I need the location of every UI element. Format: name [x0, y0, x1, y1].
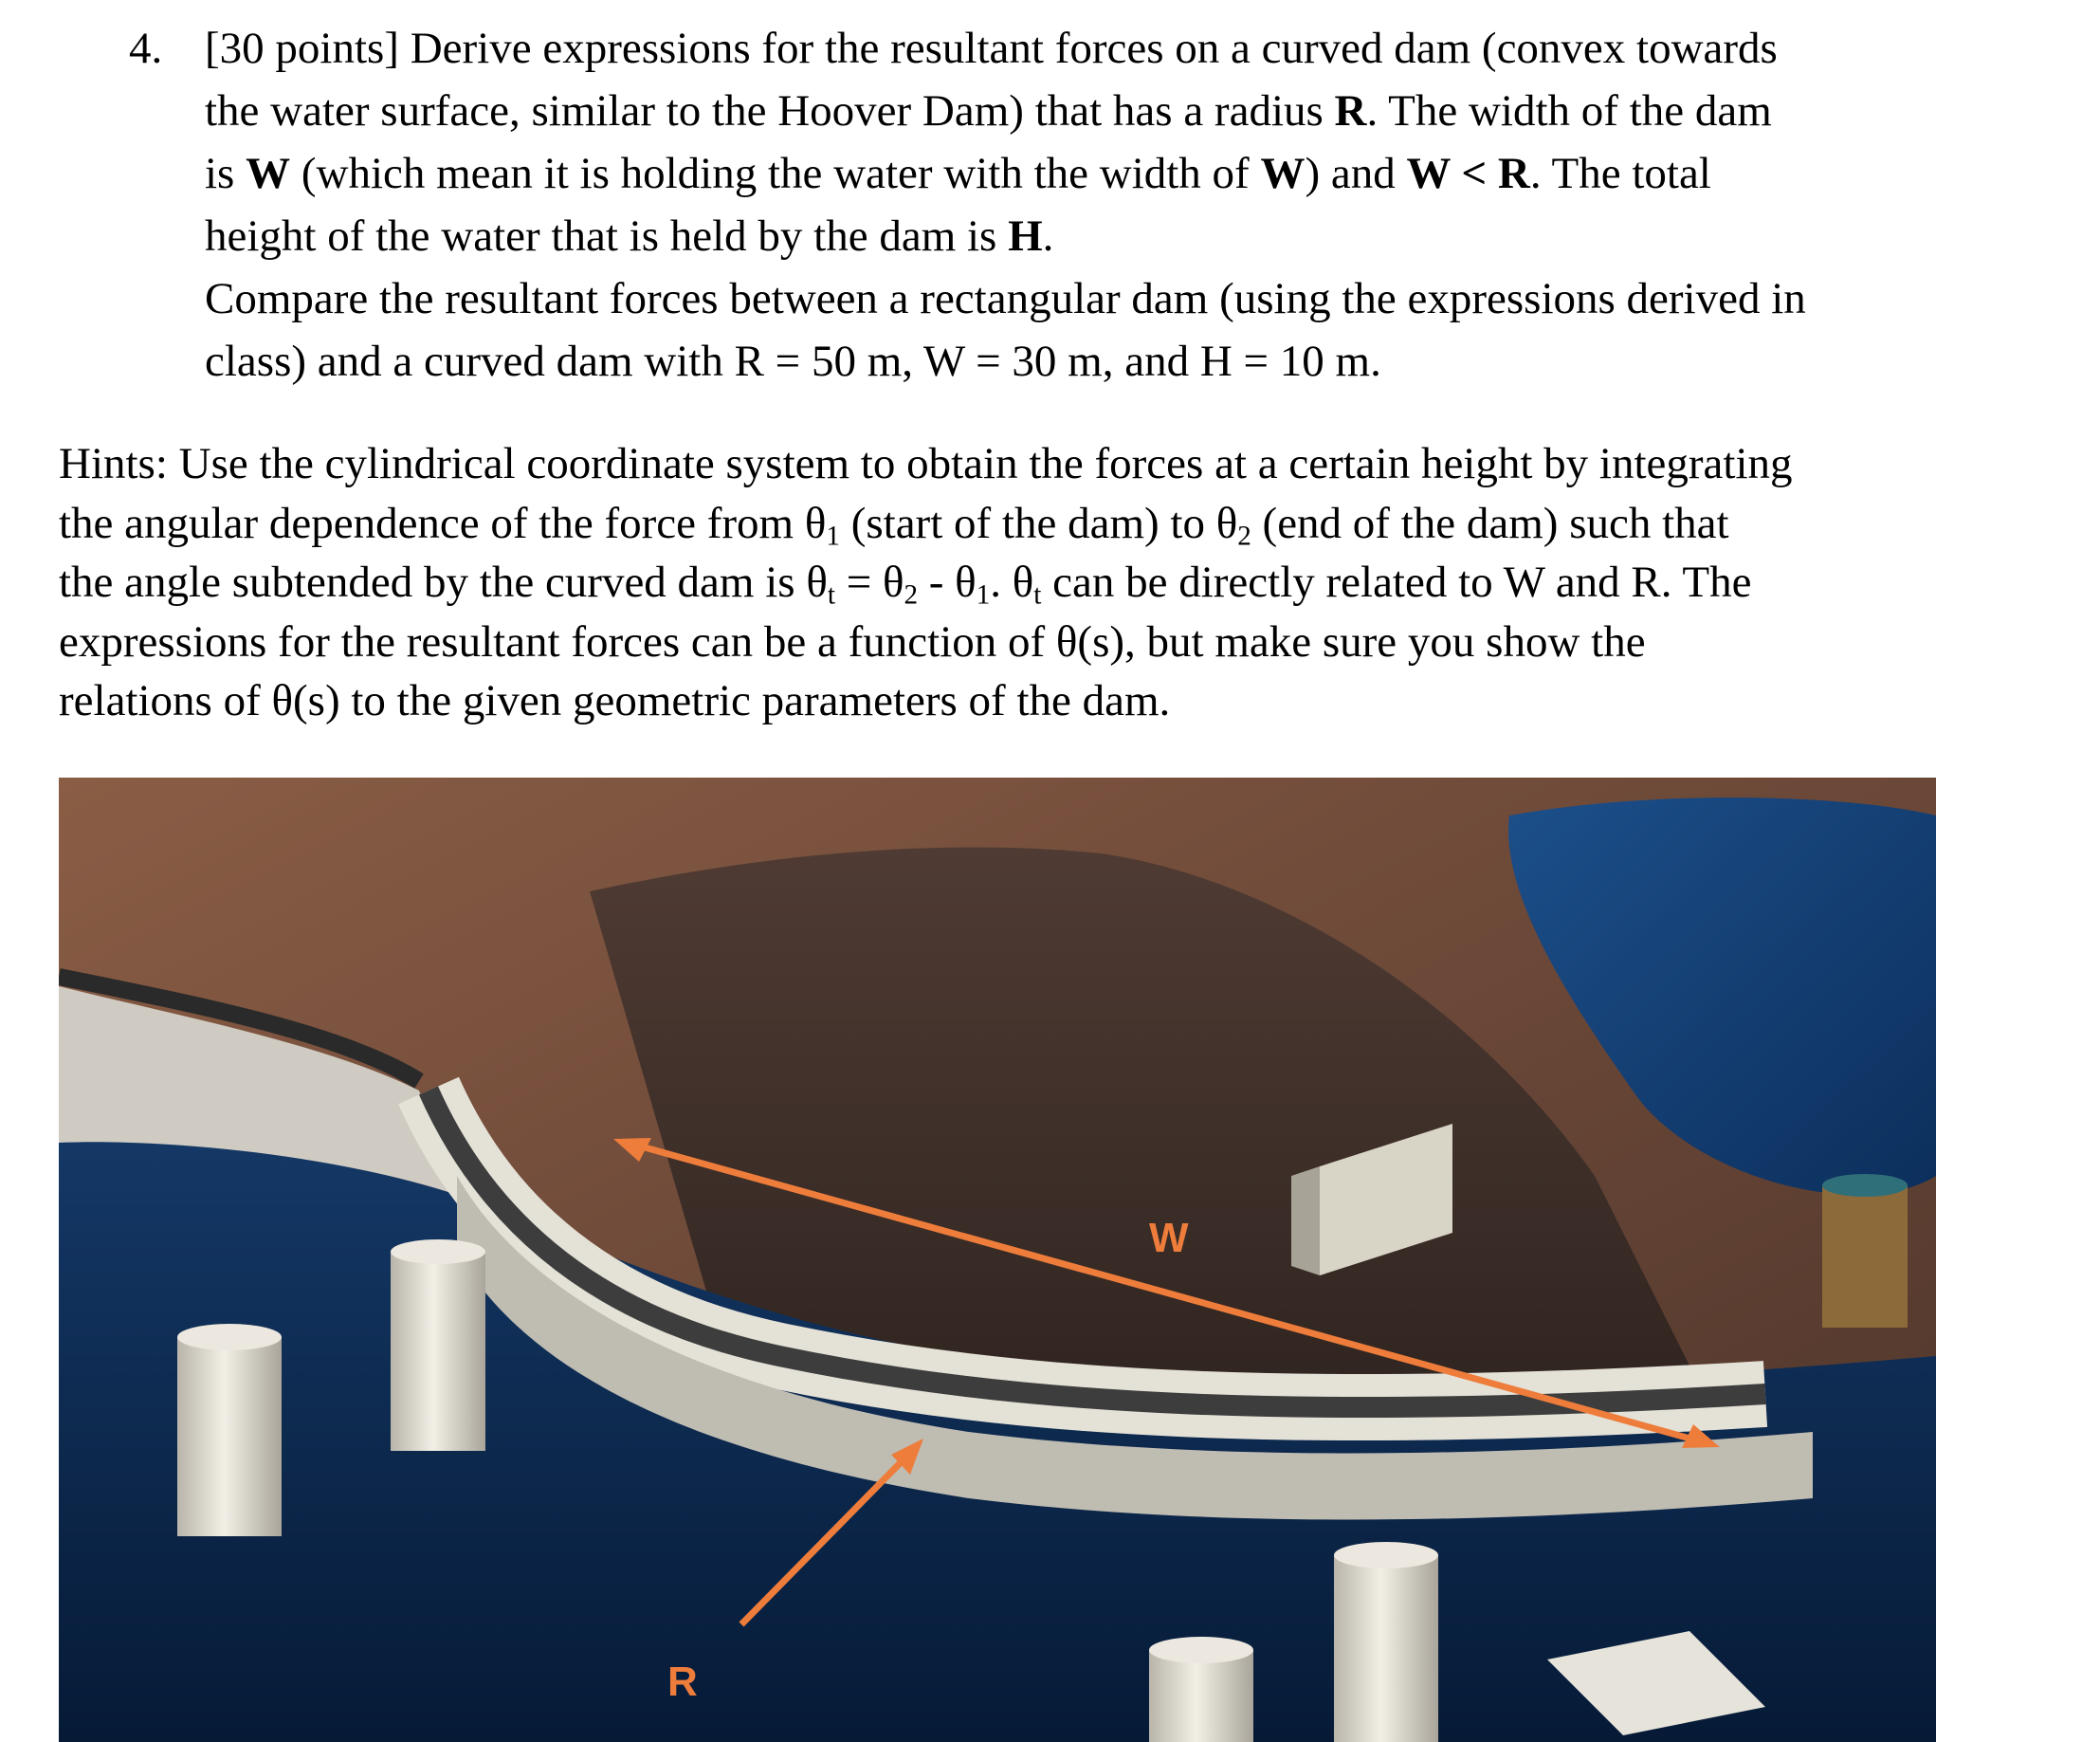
subscript: 2	[1237, 520, 1251, 551]
text-run: Hints: Use the cylindrical coordinate system to obtain the forces at a certain height by integrating	[59, 439, 1793, 488]
hints-line	[59, 434, 1955, 494]
hints-line	[59, 671, 1955, 731]
bold-term: H	[1008, 211, 1043, 261]
text-run: the angular dependence of the force from θ	[59, 498, 827, 548]
subscript: t	[827, 579, 835, 611]
problem-line	[205, 330, 1987, 393]
text-run: height of the water that is held by the dam is	[205, 211, 1009, 261]
hints-line	[59, 494, 1955, 554]
hints-text	[59, 434, 1955, 731]
intake-tower-2	[391, 1239, 485, 1451]
problem-line	[205, 17, 1987, 80]
text-run: relations of θ(s) to the given geometric parameters of the dam.	[59, 676, 1171, 725]
width-label: W	[1149, 1215, 1189, 1261]
problem-line	[205, 205, 1987, 267]
text-run: the angle subtended by the curved dam is θ	[59, 558, 828, 607]
text-run: . The width of the dam	[1366, 86, 1772, 136]
text-run: (start of the dam) to θ	[839, 498, 1238, 548]
text-run: class) and a curved dam with R = 50 m, W = 30 m, and H = 10 m.	[205, 337, 1381, 386]
problem-line	[205, 80, 1987, 142]
text-run: . The total	[1529, 149, 1711, 198]
intake-tower-3	[1334, 1542, 1438, 1742]
bold-term: R	[1334, 86, 1367, 136]
intake-tower-4	[1149, 1637, 1253, 1742]
text-run: ) and	[1305, 149, 1407, 198]
problem-line	[205, 267, 1987, 330]
text-run: (end of the dam) such that	[1251, 498, 1729, 548]
text-run: = θ	[834, 558, 904, 607]
text-run: [30 points] Derive expressions for the resultant forces on a curved dam (convex towards	[205, 24, 1778, 73]
text-run: . θ	[990, 558, 1034, 607]
intake-tower-1	[177, 1324, 282, 1536]
radius-label: R	[667, 1659, 698, 1705]
hints-line	[59, 613, 1955, 672]
text-run: Compare the resultant forces between a rectangular dam (using the expressions derived in	[205, 274, 1806, 323]
subscript: 1	[976, 579, 991, 611]
problem-text	[205, 17, 1987, 393]
right-tower	[1822, 1174, 1908, 1328]
problem-line	[205, 142, 1987, 205]
subscript: 1	[826, 520, 840, 551]
bold-term: W	[246, 149, 291, 198]
subscript: 2	[904, 579, 919, 611]
text-run: can be directly related to W and R. The	[1041, 558, 1752, 607]
text-run: the water surface, similar to the Hoover Dam) that has a radius	[205, 86, 1335, 136]
bold-term: W	[1260, 149, 1306, 198]
text-run: is	[205, 149, 247, 198]
problem-number: 4.	[129, 24, 163, 73]
hoover-dam-photo	[59, 778, 1936, 1742]
subscript: t	[1033, 579, 1042, 611]
text-run: - θ	[918, 558, 977, 607]
dam-illustration	[59, 778, 1936, 1742]
hints-line	[59, 553, 1955, 613]
text-run: (which mean it is holding the water with the width of	[290, 149, 1261, 198]
text-run: .	[1042, 211, 1054, 261]
text-run: expressions for the resultant forces can be a function of θ(s), but make sure you show the	[59, 616, 1646, 667]
bold-term: W < R	[1406, 149, 1530, 198]
